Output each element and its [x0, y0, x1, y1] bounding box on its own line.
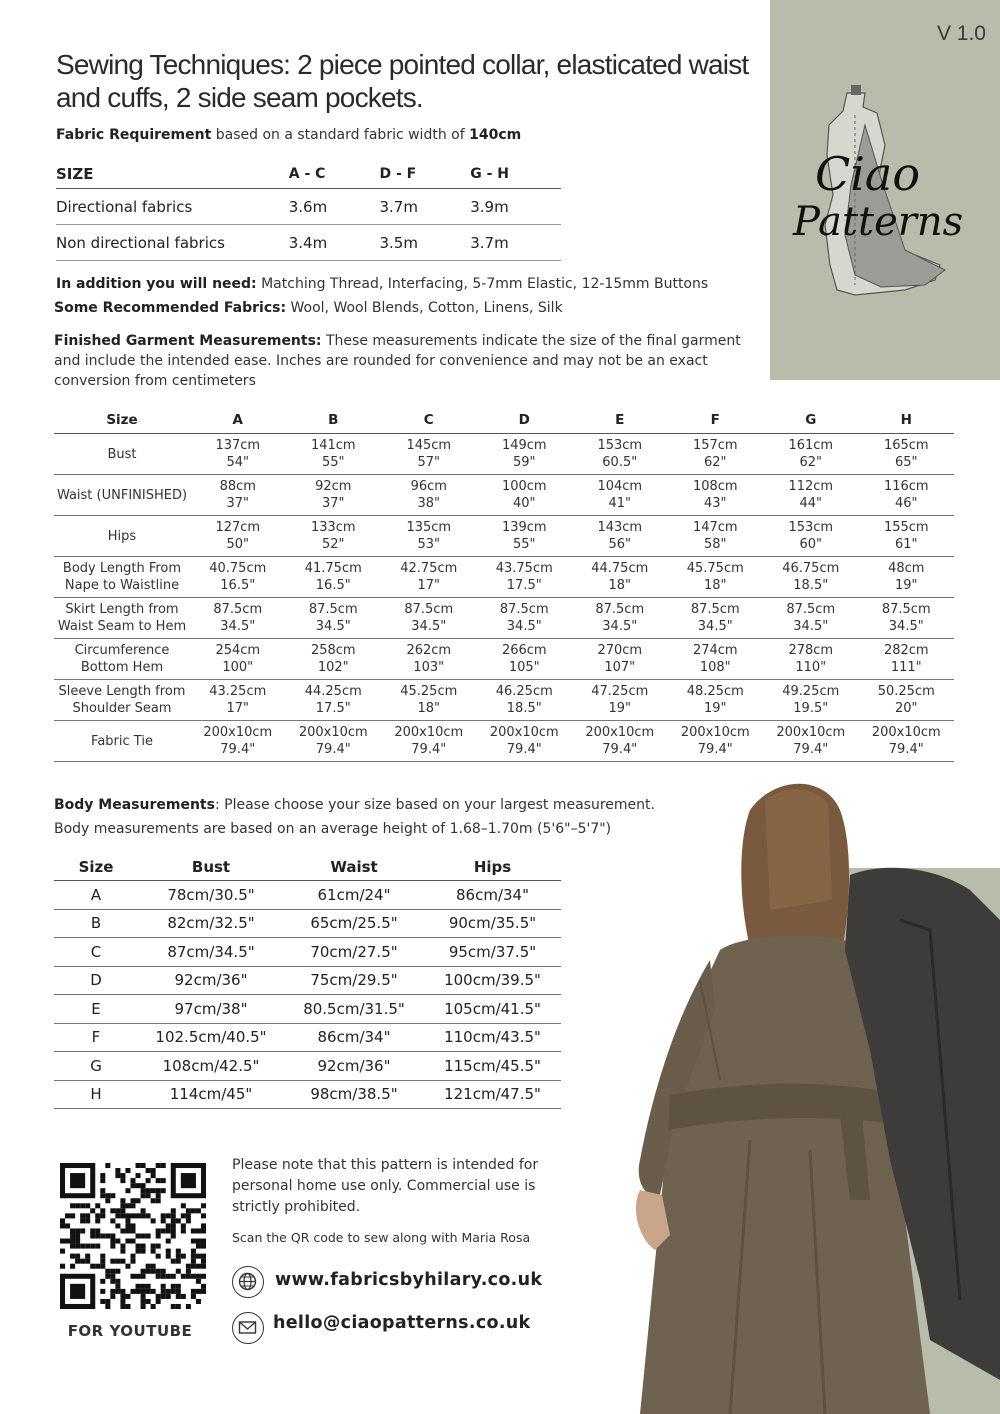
measurement-cell: 50.25cm 20" [859, 680, 955, 721]
header-size: SIZE [56, 160, 289, 189]
fabric-requirement-table [56, 160, 561, 261]
measurement-cell: 48.25cm 19" [668, 680, 764, 721]
body-header-waist: Waist [284, 854, 424, 881]
table-row [54, 434, 954, 475]
finished-table-header [54, 406, 954, 434]
size-cell: B [54, 909, 138, 938]
measurement-cell: 75cm/29.5" [284, 966, 424, 995]
measurement-cell: 104cm 41" [572, 475, 668, 516]
measurement-cell: 45.75cm 18" [668, 557, 764, 598]
model-photo [600, 780, 1000, 1414]
measurement-cell: 137cm 54" [190, 434, 286, 475]
measurement-cell: 43.75cm 17.5" [477, 557, 573, 598]
fabric-requirement: Fabric Requirement based on a standard fabric width of 140cm [56, 127, 522, 143]
measurement-cell: 61cm/24" [284, 881, 424, 910]
header-g-h: G - H [470, 160, 561, 189]
measurement-cell: 114cm/45" [138, 1080, 284, 1109]
measurement-cell: 40.75cm 16.5" [190, 557, 286, 598]
measurement-cell: 70cm/27.5" [284, 938, 424, 967]
body-measurements-intro: Body Measurements: Please choose your size based on your largest measurement. Body measurements are based on an average height of 1.68–1.70m (5'6"–5'7") [54, 797, 655, 837]
envelope-icon [232, 1312, 264, 1344]
size-cell: C [54, 938, 138, 967]
measurement-cell: 92cm/36" [284, 1052, 424, 1081]
measurement-cell: 141cm 55" [286, 434, 382, 475]
measurement-cell: 46.75cm 18.5" [763, 557, 859, 598]
row-label: Waist (UNFINISHED) [54, 475, 190, 516]
measurement-cell: 44.75cm 18" [572, 557, 668, 598]
body-header-hips: Hips [424, 854, 561, 881]
measurement-cell: 121cm/47.5" [424, 1080, 561, 1109]
measurement-cell: 200x10cm 79.4" [859, 721, 955, 762]
body-header-bust: Bust [138, 854, 284, 881]
table-row [54, 881, 561, 910]
measurement-cell: 48cm 19" [859, 557, 955, 598]
measurement-cell: 282cm 111" [859, 639, 955, 680]
measurement-cell: 200x10cm 79.4" [477, 721, 573, 762]
body-header-size: Size [54, 854, 138, 881]
table-row [54, 995, 561, 1024]
qr-caption: FOR YOUTUBE [67, 1322, 193, 1340]
measurement-cell: 165cm 65" [859, 434, 955, 475]
measurement-cell: 200x10cm 79.4" [190, 721, 286, 762]
measurement-cell: 88cm 37" [190, 475, 286, 516]
table-row [54, 516, 954, 557]
finished-header-h: H [859, 406, 955, 434]
measurement-cell: 96cm 38" [381, 475, 477, 516]
size-cell: E [54, 995, 138, 1024]
measurement-cell: 153cm 60" [763, 516, 859, 557]
measurement-cell: 82cm/32.5" [138, 909, 284, 938]
table-row: Non directional fabrics 3.4m 3.5m 3.7m [56, 225, 561, 261]
measurement-cell: 262cm 103" [381, 639, 477, 680]
measurement-cell: 254cm 100" [190, 639, 286, 680]
size-cell: H [54, 1080, 138, 1109]
row-label: Hips [54, 516, 190, 557]
header-d-f: D - F [379, 160, 470, 189]
recommended-fabrics: Some Recommended Fabrics: Wool, Wool Blends, Cotton, Linens, Silk [54, 300, 563, 316]
row-label: Circumference Bottom Hem [54, 639, 190, 680]
table-row [54, 909, 561, 938]
size-cell: G [54, 1052, 138, 1081]
finished-header-b: B [286, 406, 382, 434]
website-link[interactable]: www.fabricsbyhilary.co.uk [275, 1270, 543, 1290]
measurement-cell: 97cm/38" [138, 995, 284, 1024]
measurement-cell: 100cm 40" [477, 475, 573, 516]
finished-header-d: D [477, 406, 573, 434]
measurement-cell: 200x10cm 79.4" [668, 721, 764, 762]
email-link[interactable]: hello@ciaopatterns.co.uk [273, 1313, 531, 1333]
additional-requirements: In addition you will need: Matching Thread, Interfacing, 5-7mm Elastic, 12-15mm Buttons [56, 276, 709, 292]
globe-icon [232, 1266, 264, 1298]
table-row [54, 639, 954, 680]
finished-measurements-intro: Finished Garment Measurements: These measurements indicate the size of the final garment and include the intended ease. Inches are rounded for convenience and may not be an exact conversion from centimeters [54, 333, 741, 389]
measurement-cell: 258cm 102" [286, 639, 382, 680]
table-row [54, 1080, 561, 1109]
size-cell: A [54, 881, 138, 910]
measurement-cell: 87.5cm 34.5" [286, 598, 382, 639]
table-row [54, 966, 561, 995]
measurement-cell: 45.25cm 18" [381, 680, 477, 721]
measurement-cell: 200x10cm 79.4" [572, 721, 668, 762]
measurement-cell: 157cm 62" [668, 434, 764, 475]
measurement-cell: 49.25cm 19.5" [763, 680, 859, 721]
measurement-cell: 43.25cm 17" [190, 680, 286, 721]
measurement-cell: 149cm 59" [477, 434, 573, 475]
measurement-cell: 127cm 50" [190, 516, 286, 557]
measurement-cell: 87.5cm 34.5" [859, 598, 955, 639]
measurement-cell: 115cm/45.5" [424, 1052, 561, 1081]
measurement-cell: 135cm 53" [381, 516, 477, 557]
measurement-cell: 87.5cm 34.5" [477, 598, 573, 639]
finished-measurements-table [54, 406, 954, 762]
scan-instruction: Scan the QR code to sew along with Maria Rosa [232, 1230, 531, 1245]
body-table-header [54, 854, 561, 881]
measurement-cell: 145cm 57" [381, 434, 477, 475]
measurement-cell: 87.5cm 34.5" [668, 598, 764, 639]
measurement-cell: 92cm 37" [286, 475, 382, 516]
measurement-cell: 87.5cm 34.5" [190, 598, 286, 639]
measurement-cell: 266cm 105" [477, 639, 573, 680]
measurement-cell: 86cm/34" [424, 881, 561, 910]
measurement-cell: 87cm/34.5" [138, 938, 284, 967]
measurement-cell: 139cm 55" [477, 516, 573, 557]
measurement-cell: 200x10cm 79.4" [286, 721, 382, 762]
table-row [54, 557, 954, 598]
measurement-cell: 270cm 107" [572, 639, 668, 680]
measurement-cell: 44.25cm 17.5" [286, 680, 382, 721]
youtube-qr-code[interactable] [60, 1163, 206, 1309]
measurement-cell: 95cm/37.5" [424, 938, 561, 967]
row-label: Skirt Length from Waist Seam to Hem [54, 598, 190, 639]
logo-word-ciao: Ciao [815, 147, 921, 201]
row-label: Bust [54, 434, 190, 475]
measurement-cell: 65cm/25.5" [284, 909, 424, 938]
table-row [54, 680, 954, 721]
finished-header-a: A [190, 406, 286, 434]
table-row: Directional fabrics 3.6m 3.7m 3.9m [56, 189, 561, 225]
measurement-cell: 155cm 61" [859, 516, 955, 557]
usage-note: Please note that this pattern is intended for personal home use only. Commercial use is strictly prohibited. [232, 1157, 539, 1215]
logo-word-patterns: Patterns [793, 199, 964, 245]
finished-header-e: E [572, 406, 668, 434]
table-row [54, 598, 954, 639]
size-cell: F [54, 1023, 138, 1052]
header-a-c: A - C [289, 160, 380, 189]
measurement-cell: 110cm/43.5" [424, 1023, 561, 1052]
measurement-cell: 105cm/41.5" [424, 995, 561, 1024]
measurement-cell: 87.5cm 34.5" [572, 598, 668, 639]
finished-header-g: G [763, 406, 859, 434]
measurement-cell: 108cm/42.5" [138, 1052, 284, 1081]
row-label: Body Length From Nape to Waistline [54, 557, 190, 598]
measurement-cell: 80.5cm/31.5" [284, 995, 424, 1024]
measurement-cell: 46.25cm 18.5" [477, 680, 573, 721]
finished-header-f: F [668, 406, 764, 434]
measurement-cell: 161cm 62" [763, 434, 859, 475]
measurement-cell: 42.75cm 17" [381, 557, 477, 598]
measurement-cell: 102.5cm/40.5" [138, 1023, 284, 1052]
measurement-cell: 147cm 58" [668, 516, 764, 557]
measurement-cell: 87.5cm 34.5" [763, 598, 859, 639]
measurement-cell: 200x10cm 79.4" [763, 721, 859, 762]
table-row [54, 721, 954, 762]
measurement-cell: 108cm 43" [668, 475, 764, 516]
ciao-patterns-logo [785, 85, 965, 305]
measurement-cell: 86cm/34" [284, 1023, 424, 1052]
measurement-cell: 92cm/36" [138, 966, 284, 995]
measurement-cell: 100cm/39.5" [424, 966, 561, 995]
row-label: Sleeve Length from Shoulder Seam [54, 680, 190, 721]
table-row [54, 1023, 561, 1052]
measurement-cell: 133cm 52" [286, 516, 382, 557]
measurement-cell: 143cm 56" [572, 516, 668, 557]
measurement-cell: 98cm/38.5" [284, 1080, 424, 1109]
finished-header-size: Size [54, 406, 190, 434]
measurement-cell: 47.25cm 19" [572, 680, 668, 721]
measurement-cell: 90cm/35.5" [424, 909, 561, 938]
row-label: Fabric Tie [54, 721, 190, 762]
measurement-cell: 112cm 44" [763, 475, 859, 516]
body-measurements-table [54, 854, 561, 1109]
measurement-cell: 41.75cm 16.5" [286, 557, 382, 598]
size-cell: D [54, 966, 138, 995]
table-row [54, 938, 561, 967]
measurement-cell: 78cm/30.5" [138, 881, 284, 910]
measurement-cell: 153cm 60.5" [572, 434, 668, 475]
page-title: Sewing Techniques: 2 piece pointed collar, elasticated waist and cuffs, 2 side seam pockets. [56, 49, 749, 113]
finished-header-c: C [381, 406, 477, 434]
measurement-cell: 116cm 46" [859, 475, 955, 516]
table-row [54, 475, 954, 516]
table-row [54, 1052, 561, 1081]
measurement-cell: 278cm 110" [763, 639, 859, 680]
measurement-cell: 87.5cm 34.5" [381, 598, 477, 639]
measurement-cell: 200x10cm 79.4" [381, 721, 477, 762]
version-label: V 1.0 [936, 22, 986, 45]
measurement-cell: 274cm 108" [668, 639, 764, 680]
